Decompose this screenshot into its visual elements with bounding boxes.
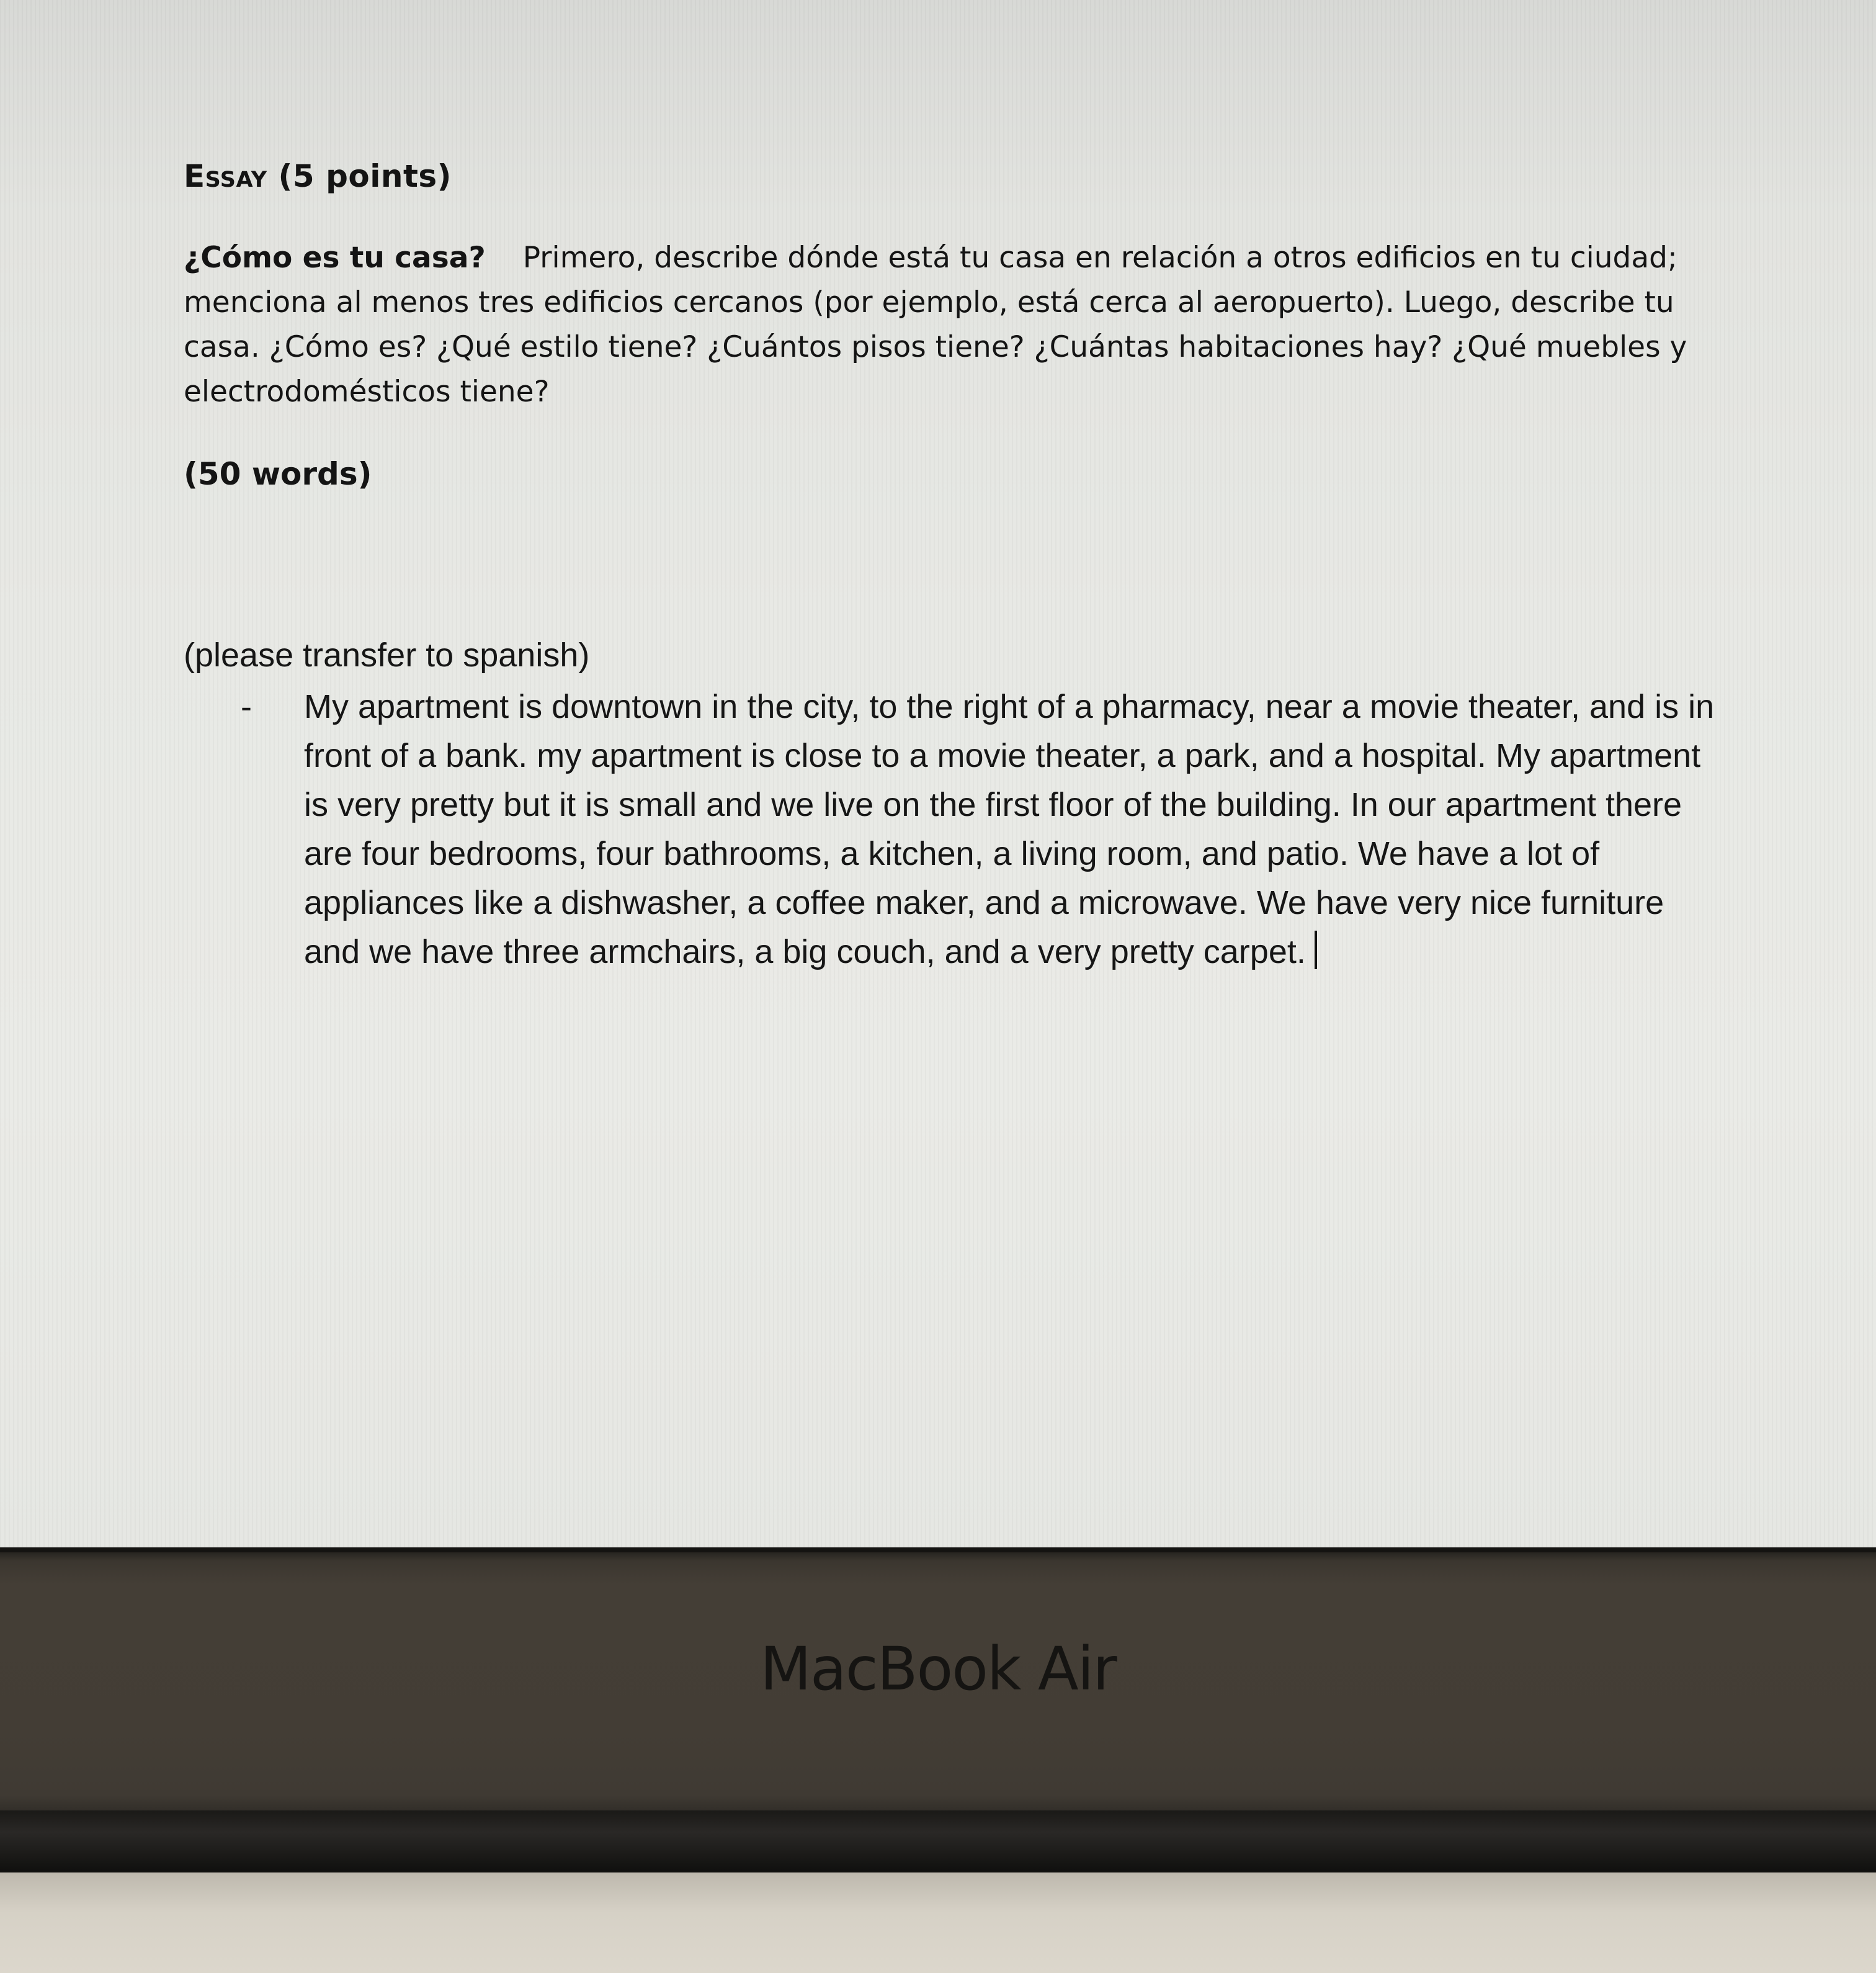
- translation-note[interactable]: (please transfer to spanish): [184, 637, 590, 674]
- laptop-base: [0, 1872, 1876, 1973]
- answer-paragraph[interactable]: My apartment is downtown in the city, to the right of a pharmacy, near a movie theater, and is in front of a bank. my apartment is close to a movie theater, a park, and a hospital. My apartment is very pretty but it is small and we live on the first floor of the building. In our apartment there are four bedrooms, four bathrooms, a kitchen, a living room, and patio. We have a lot of appliances like a dishwasher, a coffee maker, and a microwave. We have very nice furniture and we have three armchairs, a big couch, and a very pretty carpet.: [304, 688, 1715, 970]
- list-bullet: -: [241, 688, 252, 725]
- laptop-bezel: [0, 1547, 1876, 1820]
- prompt-body: Primero, describe dónde está tu casa en relación a otros edificios en tu ciudad; menciona al menos tres edificios cercanos (por ejemplo, está cerca al aeropuerto). Luego, describe tu casa. ¿Cómo es? ¿Qué estilo tiene? ¿Cuántos pisos tiene? ¿Cuántas habitaciones hay? ¿Qué muebles y electrodomésticos tiene?: [184, 241, 1687, 409]
- laptop-model-label: MacBook Air: [760, 1634, 1116, 1704]
- essay-heading: [184, 158, 452, 194]
- essay-heading-points: (5 points): [278, 158, 452, 194]
- word-count-requirement: (50 words): [184, 456, 372, 492]
- prompt-question: ¿Cómo es tu casa?: [184, 241, 486, 275]
- essay-prompt: [184, 236, 1722, 414]
- bezel-edge: [0, 1547, 1876, 1552]
- answer-text-editor[interactable]: [304, 682, 1718, 977]
- text-cursor: [1315, 931, 1317, 969]
- laptop-hinge: [0, 1810, 1876, 1872]
- essay-heading-label: Essay: [184, 158, 267, 194]
